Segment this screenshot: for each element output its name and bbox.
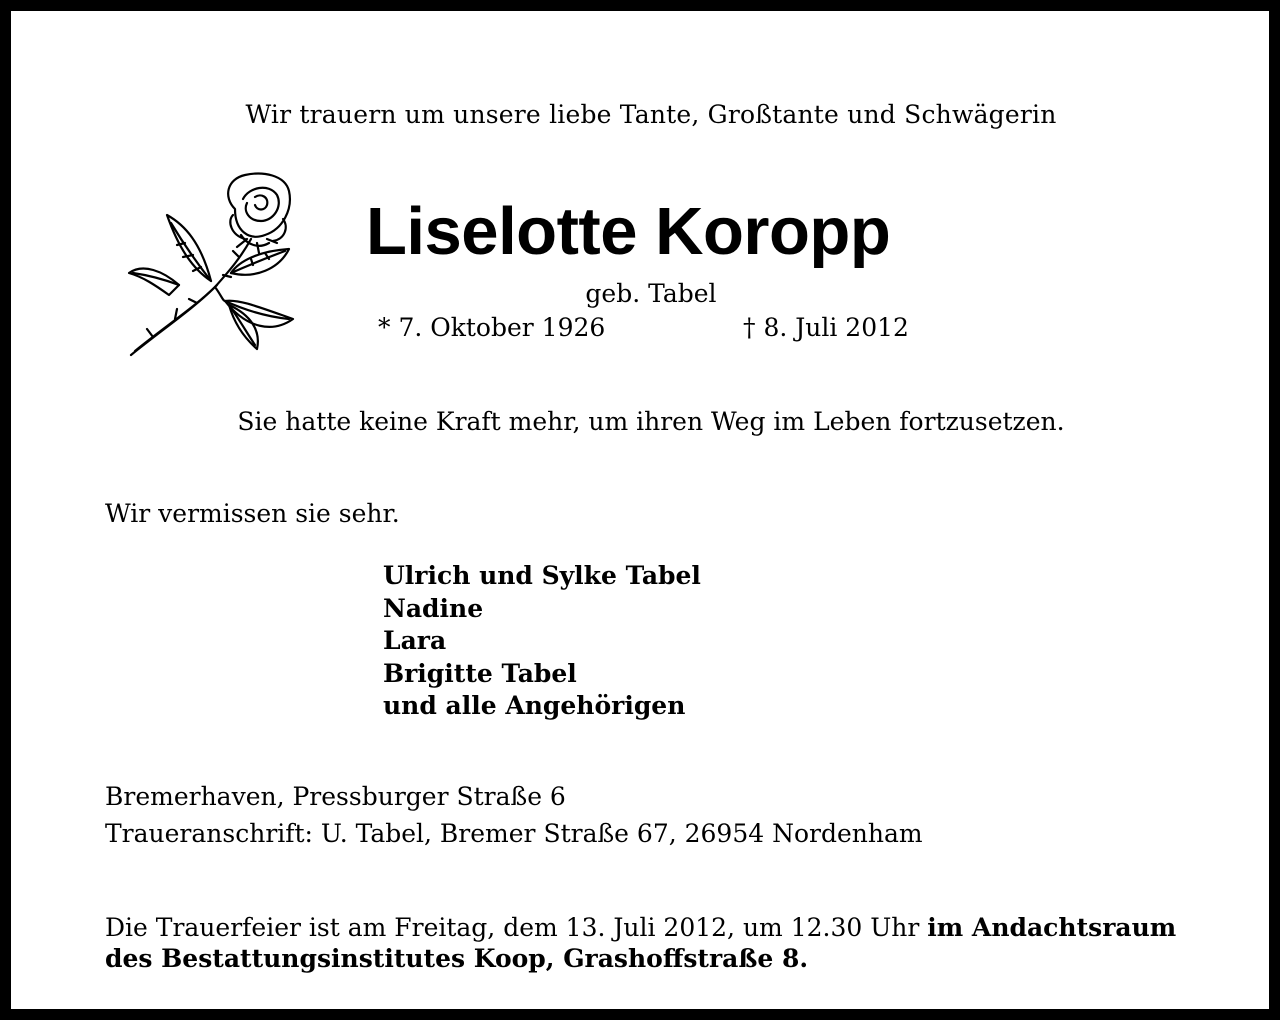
mourners-list: [383, 560, 701, 723]
funeral-info-location: im Andachtsraum des Bestattungsinstitutes Koop, Grashoffstraße 8.: [105, 913, 1177, 973]
intro-line: Wir trauern um unsere liebe Tante, Großtante und Schwägerin: [245, 100, 1057, 129]
mourner-name: Lara: [383, 626, 447, 655]
mourner-name: Nadine: [383, 593, 484, 623]
death-date: † 8. Juli 2012: [743, 313, 909, 342]
deceased-name: Liselotte Koropp: [366, 194, 891, 269]
mourning-address-line: Traueranschrift: U. Tabel, Bremer Straße 67, 26954 Nordenham: [105, 819, 923, 848]
birth-name: geb. Tabel: [585, 279, 717, 308]
funeral-info-plain: Die Trauerfeier ist am Freitag, dem 13. Juli 2012, um 12.30 Uhr: [105, 913, 928, 942]
mourner-name: Brigitte Tabel: [383, 658, 577, 688]
funeral-info: [105, 912, 1215, 974]
quote-line: Sie hatte keine Kraft mehr, um ihren Weg im Leben fortzusetzen.: [237, 407, 1065, 436]
address-line: Bremerhaven, Pressburger Straße 6: [105, 782, 566, 811]
mourner-name: Ulrich und Sylke Tabel: [383, 561, 701, 590]
miss-line: Wir vermissen sie sehr.: [105, 499, 400, 528]
rose-icon: [123, 169, 299, 361]
mourner-name: und alle Angehörigen: [383, 691, 686, 720]
birth-date: * 7. Oktober 1926: [378, 313, 606, 342]
